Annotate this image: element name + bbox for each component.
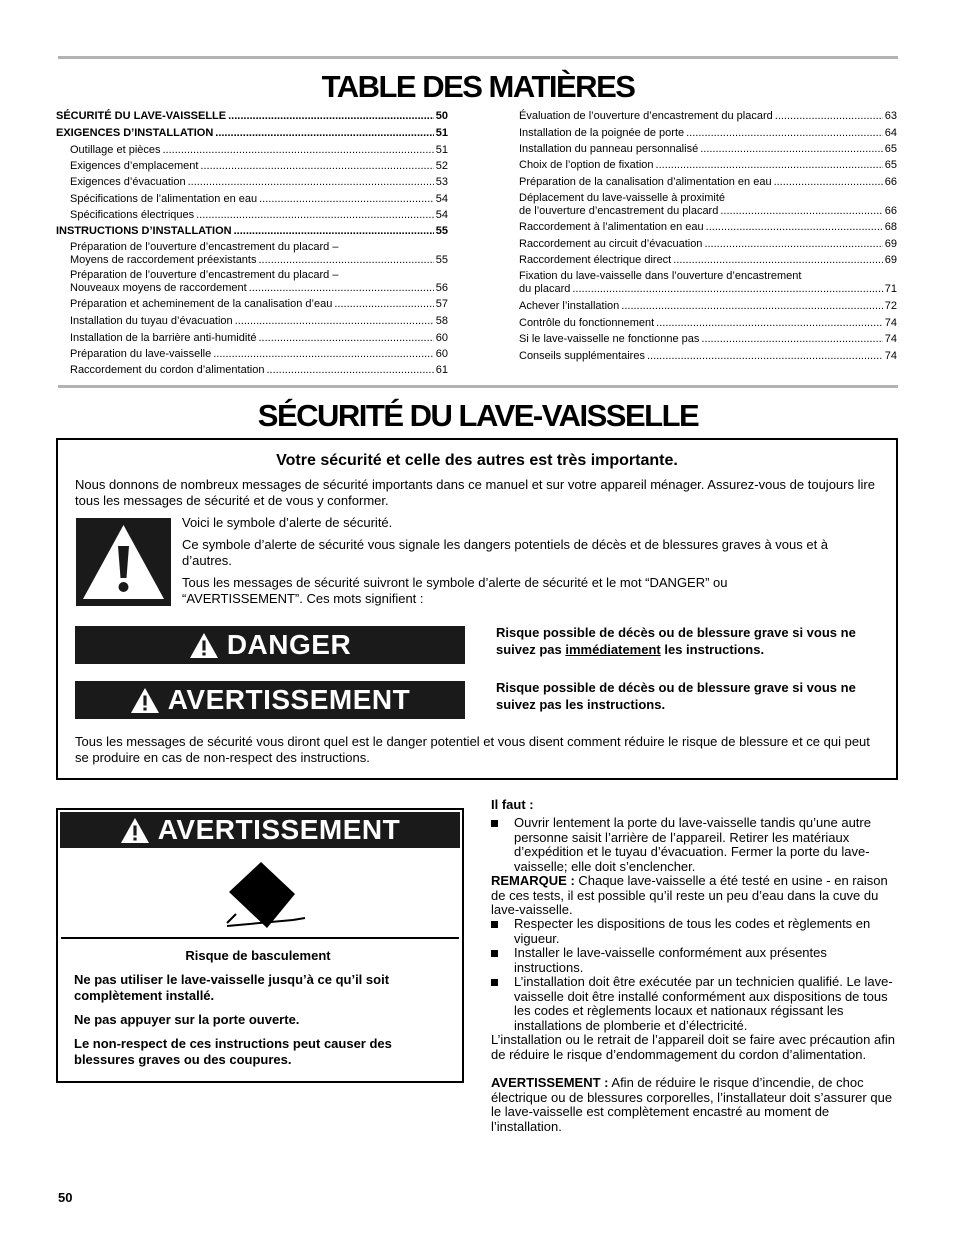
toc-entry-title: Installation du panneau personnalisé <box>519 143 699 155</box>
remark-label: REMARQUE : <box>491 873 575 888</box>
toc-entry-title: Installation de la barrière anti-humidité <box>70 332 257 344</box>
toc-leader-dots <box>228 110 434 123</box>
toc-entry-title: Raccordement au circuit d’évacuation <box>519 238 703 250</box>
toc-leader-dots <box>215 127 433 140</box>
danger-desc-part: Risque possible de décès ou de blessure grave si vous ne suivez pas <box>496 625 856 657</box>
toc-entry-title: Déplacement du lave-vaisselle à proximité <box>519 192 726 204</box>
safety-info-box <box>56 438 898 780</box>
toc-page-number: 64 <box>884 127 897 139</box>
toc-line <box>70 332 448 345</box>
toc-leader-dots <box>196 209 434 222</box>
toc-entry <box>56 332 448 345</box>
toc-page-number: 66 <box>884 205 897 217</box>
toc-line <box>519 205 897 218</box>
toc-entry-title: Outillage et pièces <box>70 144 161 156</box>
toc-leader-dots <box>213 348 434 361</box>
bullet-square-icon <box>491 950 498 957</box>
toc-entry <box>56 298 448 311</box>
danger-label: DANGER <box>226 629 352 660</box>
toc-line <box>519 300 897 313</box>
safety-heading: Votre sécurité et celle des autres est très importante. <box>276 452 678 469</box>
remark-paragraph <box>491 874 899 918</box>
toc-leader-dots <box>706 221 883 234</box>
toc-page-number: 53 <box>435 176 448 188</box>
toc-entry-title: SÉCURITÉ DU LAVE-VAISSELLE <box>56 110 227 122</box>
toc-page-number: 65 <box>884 159 897 171</box>
toc-line <box>519 143 897 156</box>
toc-entry <box>505 333 897 346</box>
toc-entry-title: Choix de l’option de fixation <box>519 159 654 171</box>
toc-entry <box>56 110 448 123</box>
toc-entry-title: Conseils supplémentaires <box>519 350 645 362</box>
toc-entry <box>56 348 448 361</box>
page-number: 50 <box>58 1190 73 1205</box>
safety-alert-symbol-icon <box>76 518 171 606</box>
toc-entry-title: Préparation et acheminement de la canalisation d’eau <box>70 298 333 310</box>
toc-page-number: 54 <box>435 193 448 205</box>
toc-leader-dots <box>266 364 433 377</box>
toc-entry-title: Raccordement du cordon d’alimentation <box>70 364 265 376</box>
bullet-text: Ouvrir lentement la porte du lave-vaisselle tandis qu’une autre personne saisit l’arrière de l’appareil. Retirer les matériaux d’expédition et le tuyau d’évacuation. Fermer la porte du lave-vaisselle; elle doit s’enclencher. <box>514 815 871 874</box>
toc-title: TABLE DES MATIÈRES <box>321 69 635 104</box>
tipping-dishwasher-icon <box>61 850 463 937</box>
bullet-square-icon <box>491 820 498 827</box>
toc-page-number: 69 <box>884 254 897 266</box>
toc-page-number: 54 <box>435 209 448 221</box>
toc-leader-dots <box>200 160 433 173</box>
danger-description <box>496 624 896 658</box>
toc-page-number: 66 <box>884 176 897 188</box>
toc-page-number: 65 <box>884 143 897 155</box>
toc-entry <box>505 110 897 123</box>
toc-line <box>70 298 448 311</box>
toc-entry <box>505 238 897 251</box>
toc-entry <box>505 159 897 172</box>
toc-entry-title: Si le lave-vaisselle ne fonctionne pas <box>519 333 700 345</box>
toc-line <box>519 350 897 363</box>
toc-entry-title: Contrôle du fonctionnement <box>519 317 655 329</box>
tip-over-instruction-1: Ne pas utiliser le lave-vaisselle jusqu’à ce qu’il soit complètement installé. <box>74 972 390 1003</box>
toc-leader-dots <box>249 282 434 295</box>
toc-entry <box>505 350 897 363</box>
toc-line <box>70 144 448 157</box>
toc-leader-dots <box>686 127 883 140</box>
tip-over-illustration <box>61 850 459 939</box>
toc-page-number: 60 <box>435 332 448 344</box>
toc-entry-title: Installation du tuyau d’évacuation <box>70 315 233 327</box>
toc-entry-title: EXIGENCES D’INSTALLATION <box>56 127 214 139</box>
toc-leader-dots <box>258 254 433 267</box>
toc-entry-title: Installation de la poignée de porte <box>519 127 685 139</box>
tip-over-hazard: Risque de basculement <box>185 948 331 963</box>
toc-line <box>519 110 897 123</box>
toc-entry <box>56 364 448 377</box>
toc-page-number: 74 <box>884 317 897 329</box>
toc-line <box>56 225 448 238</box>
toc-page-number: 63 <box>884 110 897 122</box>
toc-left-column <box>56 110 448 380</box>
toc-line <box>70 209 448 222</box>
top-rule <box>58 56 898 59</box>
bullet-item <box>491 975 899 1033</box>
symbol-description: Ce symbole d’alerte de sécurité vous signale les dangers potentiels de décès et de blessures graves à vous et à d’autres. <box>182 537 829 568</box>
toc-leader-dots <box>700 143 883 156</box>
safety-title: SÉCURITÉ DU LAVE-VAISSELLE <box>257 398 699 433</box>
toc-page-number: 72 <box>884 300 897 312</box>
toc-entry <box>56 160 448 173</box>
toc-leader-dots <box>234 225 434 238</box>
danger-desc-underline: immédiatement <box>565 642 661 657</box>
toc-entry <box>56 269 448 295</box>
toc-line <box>519 221 897 234</box>
toc-leader-dots <box>704 238 882 251</box>
toc-right-column <box>505 110 897 370</box>
bullet-square-icon <box>491 979 498 986</box>
toc-entry-title: Exigences d’emplacement <box>70 160 199 172</box>
toc-entry <box>56 127 448 140</box>
toc-entry-title: INSTRUCTIONS D’INSTALLATION <box>56 225 232 237</box>
toc-line <box>519 192 897 205</box>
toc-page-number: 68 <box>884 221 897 233</box>
bullet-square-icon <box>491 921 498 928</box>
toc-entry <box>56 193 448 206</box>
toc-entry <box>56 241 448 267</box>
bullet-text: L’installation doit être exécutée par un technicien qualifié. Le lave-vaisselle doit être installé conformément aux dispositions de tous les codes et règlements locaux et nationaux régissant les installations de plomberie et d’électricité. <box>514 974 893 1033</box>
toc-entry-title: Préparation de la canalisation d’alimentation en eau <box>519 176 772 188</box>
toc-entry-title: Préparation de l’ouverture d’encastrement du placard – <box>70 241 339 253</box>
toc-leader-dots <box>188 176 434 189</box>
toc-entry-title: Raccordement à l’alimentation en eau <box>519 221 704 233</box>
toc-page-number: 57 <box>435 298 448 310</box>
toc-leader-dots <box>235 315 434 328</box>
toc-page-number: 69 <box>884 238 897 250</box>
tip-over-warning-box <box>56 808 464 1083</box>
bullet-item <box>491 946 899 975</box>
toc-line <box>70 348 448 361</box>
toc-page-number: 74 <box>884 350 897 362</box>
toc-leader-dots <box>647 350 883 363</box>
toc-entry <box>56 315 448 328</box>
bullet-item <box>491 816 899 874</box>
toc-page-number: 60 <box>435 348 448 360</box>
installation-caution: L’installation ou le retrait de l’appareil doit se faire avec précaution afin de réduire le risque d’endommagement du cordon d’alimentation. <box>491 1032 895 1062</box>
toc-line <box>70 254 448 267</box>
danger-desc-end: les instructions. <box>660 642 765 657</box>
toc-line <box>70 364 448 377</box>
toc-leader-dots <box>656 159 883 172</box>
toc-leader-dots <box>621 300 882 313</box>
toc-page-number: 51 <box>435 144 448 156</box>
toc-entry <box>505 221 897 234</box>
toc-leader-dots <box>775 110 883 123</box>
warning-description: Risque possible de décès ou de blessure grave si vous ne suivez pas les instructions. <box>496 680 856 712</box>
toc-line <box>56 127 448 140</box>
toc-line <box>519 270 897 283</box>
section-rule <box>58 385 898 388</box>
toc-leader-dots <box>259 332 434 345</box>
toc-line <box>519 238 897 251</box>
toc-entry <box>505 300 897 313</box>
toc-line <box>70 193 448 206</box>
toc-line <box>519 127 897 140</box>
toc-page-number: 52 <box>435 160 448 172</box>
tip-over-warning-label: AVERTISSEMENT <box>157 814 401 845</box>
warning-alert-icon <box>120 817 150 844</box>
tip-over-consequence: Le non-respect de ces instructions peut causer des blessures graves ou des coupures. <box>74 1036 392 1067</box>
toc-line <box>70 282 448 295</box>
installation-warning <box>491 1076 899 1134</box>
warning-label: AVERTISSEMENT <box>167 684 411 715</box>
toc-entry <box>505 192 897 218</box>
danger-banner <box>75 626 465 664</box>
tip-over-warning-banner <box>60 812 460 848</box>
toc-entry <box>505 317 897 330</box>
toc-line <box>519 254 897 267</box>
toc-entry-title: Spécifications électriques <box>70 209 195 221</box>
toc-entry-title: Spécifications de l’alimentation en eau <box>70 193 258 205</box>
toc-leader-dots <box>701 333 882 346</box>
il-faut-heading: Il faut : <box>491 797 534 812</box>
safety-closing: Tous les messages de sécurité vous diront quel est le danger potentiel et vous disent comment réduire le risque de blessure et ce qui peut se produire en cas de non-respect des instructions. <box>75 734 870 765</box>
toc-leader-dots <box>720 205 882 218</box>
toc-page-number: 71 <box>884 283 897 295</box>
toc-entry-title: de l’ouverture d’encastrement du placard <box>519 205 719 217</box>
tip-over-instruction-2: Ne pas appuyer sur la porte ouverte. <box>74 1012 300 1027</box>
toc-leader-dots <box>163 144 434 157</box>
toc-entry-title: du placard <box>519 283 571 295</box>
toc-entry-title: Raccordement électrique direct <box>519 254 672 266</box>
toc-line <box>519 159 897 172</box>
toc-page-number: 61 <box>435 364 448 376</box>
toc-entry <box>505 254 897 267</box>
toc-page-number: 55 <box>435 225 448 237</box>
toc-entry <box>505 143 897 156</box>
bullet-item <box>491 917 899 946</box>
toc-leader-dots <box>656 317 883 330</box>
safety-intro: Nous donnons de nombreux messages de sécurité importants dans ce manuel et sur votre appareil ménager. Assurez-vous de toujours lire tous les messages de sécurité et de vous y conformer. <box>75 477 875 508</box>
toc-line <box>56 110 448 123</box>
toc-leader-dots <box>774 176 883 189</box>
warning-alert-icon <box>130 687 160 714</box>
toc-entry <box>56 176 448 189</box>
toc-entry-title: Préparation du lave-vaisselle <box>70 348 212 360</box>
bullet-text: Respecter les dispositions de tous les codes et règlements en vigueur. <box>514 916 871 946</box>
installation-warning-text: Afin de réduire le risque d’incendie, de choc électrique ou de blessures corporelles, l’installateur doit s’assurer que le lave-vaisselle est complètement encastré au moment de l’installation. <box>491 1075 893 1134</box>
toc-leader-dots <box>334 298 433 311</box>
toc-entry-title: Nouveaux moyens de raccordement <box>70 282 247 294</box>
toc-entry <box>56 144 448 157</box>
toc-leader-dots <box>673 254 883 267</box>
toc-entry <box>56 209 448 222</box>
toc-line <box>70 160 448 173</box>
toc-line <box>70 241 448 254</box>
toc-entry-title: Moyens de raccordement préexistants <box>70 254 257 266</box>
toc-line <box>70 176 448 189</box>
toc-line <box>519 317 897 330</box>
toc-page-number: 58 <box>435 315 448 327</box>
toc-entry-title: Exigences d’évacuation <box>70 176 186 188</box>
toc-line <box>519 283 897 296</box>
toc-line <box>70 315 448 328</box>
toc-entry <box>505 176 897 189</box>
toc-entry <box>56 225 448 238</box>
toc-page-number: 50 <box>435 110 448 122</box>
toc-line <box>70 269 448 282</box>
toc-line <box>519 333 897 346</box>
toc-page-number: 74 <box>884 333 897 345</box>
toc-page-number: 56 <box>435 282 448 294</box>
follow-text: Tous les messages de sécurité suivront le symbole d’alerte de sécurité et le mot “DANGER” ou “AVERTISSEMENT”. Ces mots signifient : <box>182 575 728 606</box>
toc-entry-title: Évaluation de l’ouverture d’encastrement du placard <box>519 110 773 122</box>
warning-banner <box>75 681 465 719</box>
toc-line <box>519 176 897 189</box>
toc-leader-dots <box>572 283 882 296</box>
toc-entry-title: Fixation du lave-vaisselle dans l’ouverture d’encastrement <box>519 270 802 282</box>
toc-entry <box>505 270 897 296</box>
danger-alert-icon <box>189 632 219 659</box>
bullet-text: Installer le lave-vaisselle conformément aux présentes instructions. <box>514 945 827 975</box>
remark-text: Chaque lave-vaisselle a été testé en usine - en raison de ces tests, il est possible qu’il reste un peu d’eau dans la cuve du lave-vaisselle. <box>491 873 888 917</box>
toc-entry-title: Achever l’installation <box>519 300 620 312</box>
toc-leader-dots <box>259 193 434 206</box>
toc-page-number: 51 <box>435 127 448 139</box>
toc-entry-title: Préparation de l’ouverture d’encastrement du placard – <box>70 269 339 281</box>
toc-page-number: 55 <box>435 254 448 266</box>
installation-warning-label: AVERTISSEMENT : <box>491 1075 609 1090</box>
symbol-text: Voici le symbole d’alerte de sécurité. <box>182 515 393 530</box>
toc-entry <box>505 127 897 140</box>
